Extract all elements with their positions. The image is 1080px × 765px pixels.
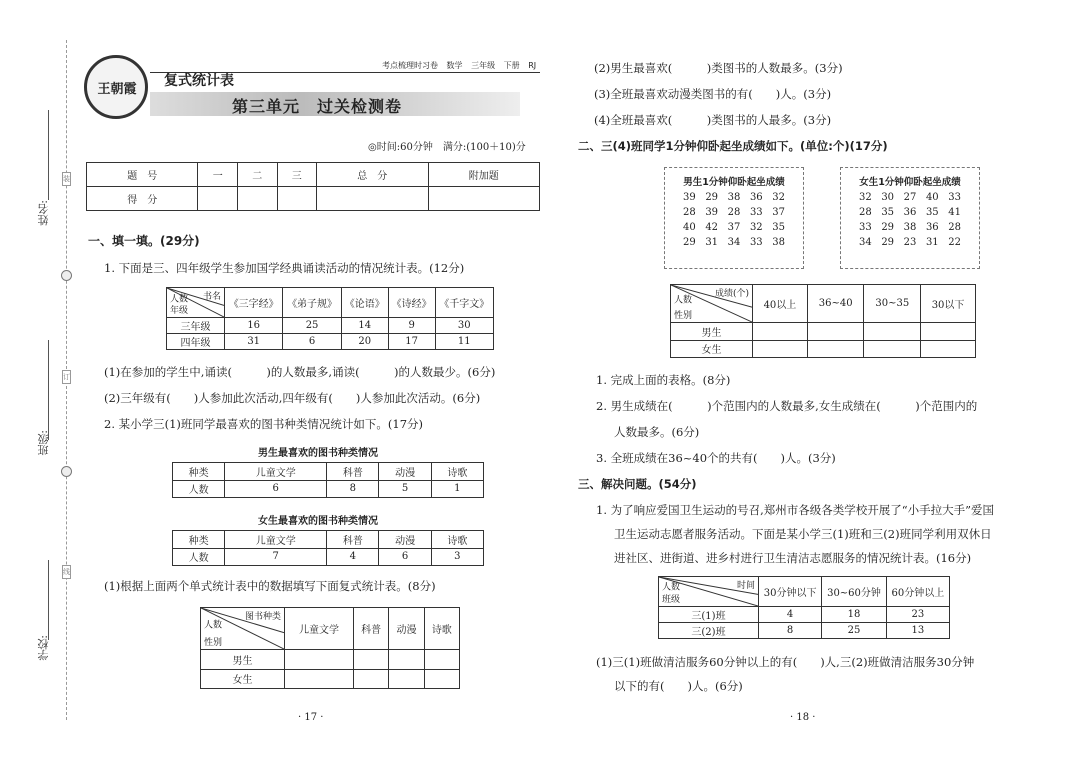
score-head: 三 [277, 163, 317, 187]
score-value: 41 [948, 207, 961, 218]
answer-cell[interactable] [285, 669, 354, 689]
cell: 6 [225, 480, 327, 498]
score-value: 32 [772, 192, 785, 203]
col-head: 儿童文学 [285, 608, 354, 650]
col-head: 30分钟以下 [759, 577, 822, 607]
section-2-heading: 二、三(4)班同学1分钟仰卧起坐成绩如下。(单位:个)(17分) [578, 139, 888, 153]
score-value: 37 [772, 207, 785, 218]
cell: 6 [283, 334, 341, 350]
diag-header [659, 577, 759, 607]
score-value: 34 [859, 237, 872, 248]
score-grid-row [859, 237, 961, 248]
question-1-1: (1)在参加的学生中,诵读( )的人数最多,诵读( )的人数最少。(6分) [104, 365, 496, 379]
problem-1-cont: 进社区、进街道、进乡村进行卫生清洁志愿服务的情况统计表。(16分) [614, 551, 972, 565]
problem-1: 1. 为了响应爱国卫生运动的号召,郑州市各级各类学校开展了“小手拉大手”爱国 [596, 503, 995, 517]
col-head: 30~60分钟 [822, 577, 887, 607]
col-head: 《诗经》 [388, 288, 435, 318]
row-label: 四年级 [167, 334, 225, 350]
cell: 14 [341, 318, 388, 334]
score-value: 28 [727, 207, 741, 218]
name-blank [48, 110, 49, 200]
score-grid-row [859, 222, 961, 233]
score-head: 题 号 [87, 163, 198, 187]
row-label: 三年级 [167, 318, 225, 334]
col-head: 科普 [327, 531, 379, 549]
question-1: 1. 下面是三、四年级学生参加国学经典诵读活动的情况统计表。(12分) [104, 261, 465, 275]
col-head: 《弟子规》 [283, 288, 341, 318]
diag-top: 书名 [202, 292, 221, 302]
section-1-heading: 一、填一填。(29分) [88, 234, 200, 248]
situp-compound-table [670, 284, 976, 358]
row-label: 三(1)班 [659, 607, 759, 623]
score-value: 29 [683, 237, 696, 248]
cell: 18 [822, 607, 887, 623]
diag-mid: 人数 [204, 620, 223, 631]
col-head: 《千字文》 [435, 288, 493, 318]
score-value: 30 [881, 192, 895, 203]
score-grid-row [683, 207, 785, 218]
series-info [382, 60, 536, 71]
question-s2-3: 3. 全班成绩在36~40个的共有( )人。(3分) [596, 451, 836, 465]
cell: 25 [822, 623, 887, 639]
diag-header [201, 608, 285, 650]
subject: 数学 [446, 61, 463, 70]
score-value: 38 [727, 192, 741, 203]
cell: 4 [759, 607, 822, 623]
edition: RJ [528, 61, 537, 70]
school-label: 学校: [37, 635, 50, 661]
score-value: 35 [881, 207, 895, 218]
col-head: 儿童文学 [225, 463, 327, 481]
score-value: 23 [903, 237, 917, 248]
score-value: 39 [705, 207, 719, 218]
score-value: 33 [948, 192, 961, 203]
service-table [658, 576, 950, 639]
logo-badge [84, 55, 148, 119]
question-s2-1: 1. 完成上面的表格。(8分) [596, 373, 731, 387]
answer-cell[interactable] [353, 650, 388, 670]
score-value: 38 [772, 237, 785, 248]
score-value: 33 [859, 222, 872, 233]
score-value: 35 [925, 207, 939, 218]
score-value: 31 [925, 237, 939, 248]
score-value: 28 [859, 207, 872, 218]
score-value: 40 [925, 192, 939, 203]
diag-top: 成绩(个) [714, 289, 749, 299]
score-grid-row [859, 192, 961, 203]
problem-1-1-cont: 以下的有( )人。(6分) [614, 679, 743, 693]
score-head: 总 分 [317, 163, 428, 187]
question-2-3: (3)全班最喜欢动漫类图书的有( )人。(3分) [594, 87, 832, 101]
problem-1-1: (1)三(1)班做清洁服务60分钟以上的有( )人,三(2)班做清洁服务30分钟 [596, 655, 975, 669]
col-head: 36~40 [807, 285, 864, 323]
diag-bottom: 班级 [662, 595, 681, 605]
score-grid-row [683, 222, 785, 233]
col-head: 儿童文学 [225, 531, 327, 549]
col-head: 诗歌 [431, 463, 483, 481]
col-head: 《三字经》 [225, 288, 283, 318]
boys-scores-title: 男生1分钟仰卧起坐成绩 [683, 177, 785, 188]
row-label: 三(2)班 [659, 623, 759, 639]
series-name: 考点梳理时习卷 [382, 61, 438, 70]
score-value: 33 [749, 207, 763, 218]
row-label: 女生 [201, 669, 285, 689]
section-3-heading: 三、解决问题。(54分) [578, 477, 697, 491]
answer-cell[interactable] [424, 669, 459, 689]
cell: 9 [388, 318, 435, 334]
score-value: 42 [705, 222, 719, 233]
girls-scores-title: 女生1分钟仰卧起坐成绩 [859, 177, 961, 188]
col-head: 《论语》 [341, 288, 388, 318]
col-head: 诗歌 [424, 608, 459, 650]
score-value: 31 [705, 237, 719, 248]
score-cell[interactable] [317, 187, 428, 211]
cell: 16 [225, 318, 283, 334]
score-value: 33 [749, 237, 763, 248]
volume: 下册 [503, 61, 520, 70]
cell: 25 [283, 318, 341, 334]
diag-mid: 人数 [662, 582, 681, 593]
problem-1-cont: 卫生运动志愿者服务活动。下面是某小学三(1)班和三(2)班同学利用双休日 [614, 527, 992, 541]
col-head: 动漫 [379, 531, 431, 549]
answer-cell[interactable] [921, 323, 976, 341]
diag-bottom: 年级 [170, 306, 189, 316]
answer-cell[interactable] [389, 669, 424, 689]
answer-cell[interactable] [353, 669, 388, 689]
book-compound-table [200, 607, 460, 689]
score-value: 29 [881, 237, 895, 248]
binding-hole-icon [61, 466, 72, 477]
cell: 8 [759, 623, 822, 639]
score-value: 34 [727, 237, 741, 248]
cut-mark: 线 [62, 565, 71, 579]
diag-bottom: 性别 [674, 311, 693, 321]
grade: 三年级 [471, 61, 496, 70]
page-number-left: · 17 · [298, 712, 324, 723]
class-blank [48, 340, 49, 440]
binding-hole-icon [61, 270, 72, 281]
score-value: 38 [903, 222, 917, 233]
row-label: 女生 [671, 340, 753, 358]
school-blank [48, 560, 49, 640]
cell: 1 [431, 480, 483, 498]
boys-scores-box [664, 167, 804, 269]
col-head: 种类 [173, 531, 225, 549]
score-value: 37 [727, 222, 741, 233]
page-title: 第三单元 过关检测卷 [232, 97, 403, 116]
time-info: ◎时间:60分钟 满分:(100＋10)分 [368, 142, 526, 153]
answer-cell[interactable] [921, 340, 976, 358]
col-head: 30~35 [864, 285, 921, 323]
score-grid-row [683, 237, 785, 248]
score-value: 28 [683, 207, 696, 218]
diag-bottom: 性别 [204, 638, 223, 648]
girls-scores-box [840, 167, 980, 269]
score-head: 附加题 [428, 163, 539, 187]
answer-cell[interactable] [285, 650, 354, 670]
answer-cell[interactable] [753, 323, 808, 341]
answer-cell[interactable] [864, 340, 921, 358]
question-2: 2. 某小学三(1)班同学最喜欢的图书种类情况统计如下。(17分) [104, 417, 424, 431]
boys-book-table [172, 462, 484, 498]
cut-mark: 装 [62, 172, 71, 186]
score-cell[interactable] [428, 187, 539, 211]
answer-cell[interactable] [807, 340, 864, 358]
col-head: 60分钟以上 [886, 577, 949, 607]
boys-scores-grid [675, 192, 793, 248]
col-head: 种类 [173, 463, 225, 481]
score-value: 22 [948, 237, 961, 248]
cell: 20 [341, 334, 388, 350]
diag-top: 图书种类 [244, 612, 281, 622]
diag-mid: 人数 [674, 295, 693, 306]
cell: 4 [327, 548, 379, 566]
cut-mark: 订 [62, 370, 71, 384]
diag-mid: 人数 [170, 294, 189, 305]
girls-book-table [172, 530, 484, 566]
page-number-right: · 18 · [790, 712, 816, 723]
score-value: 36 [925, 222, 939, 233]
girls-book-title: 女生最喜欢的图书种类情况 [258, 516, 378, 527]
cell: 5 [379, 480, 431, 498]
score-cell[interactable] [277, 187, 317, 211]
score-value: 29 [705, 192, 719, 203]
cell: 13 [886, 623, 949, 639]
score-cell[interactable] [198, 187, 238, 211]
question-2-2: (2)男生最喜欢( )类图书的人数最多。(3分) [594, 61, 843, 75]
score-value: 32 [859, 192, 872, 203]
score-value: 39 [683, 192, 696, 203]
cell: 6 [379, 548, 431, 566]
cell: 3 [431, 548, 483, 566]
cell: 8 [327, 480, 379, 498]
score-table [86, 162, 540, 211]
class-label: 班级: [37, 430, 50, 456]
cell: 11 [435, 334, 493, 350]
score-grid-row [859, 207, 961, 218]
score-value: 28 [948, 222, 961, 233]
row-label: 男生 [201, 650, 285, 670]
col-head: 40以上 [753, 285, 808, 323]
question-s2-2-cont: 人数最多。(6分) [614, 425, 700, 439]
diag-header [167, 288, 225, 318]
col-head: 诗歌 [431, 531, 483, 549]
score-value: 35 [772, 222, 785, 233]
score-head: 一 [198, 163, 238, 187]
col-head: 科普 [353, 608, 388, 650]
cell: 31 [225, 334, 283, 350]
cell: 17 [388, 334, 435, 350]
col-head: 科普 [327, 463, 379, 481]
diag-header [671, 285, 753, 323]
answer-cell[interactable] [424, 650, 459, 670]
score-value: 36 [903, 207, 917, 218]
logo-text: 王朝霞 [97, 82, 137, 97]
col-head: 动漫 [379, 463, 431, 481]
row-label: 男生 [671, 323, 753, 341]
score-value: 36 [749, 192, 763, 203]
girls-scores-grid [851, 192, 969, 248]
answer-cell[interactable] [389, 650, 424, 670]
col-head: 动漫 [389, 608, 424, 650]
question-s2-2: 2. 男生成绩在( )个范围内的人数最多,女生成绩在( )个范围内的 [596, 399, 978, 413]
cell: 30 [435, 318, 493, 334]
cell: 7 [225, 548, 327, 566]
diag-top: 时间 [736, 581, 755, 591]
score-value: 27 [903, 192, 917, 203]
score-row-label: 得 分 [87, 187, 198, 211]
score-head: 二 [237, 163, 277, 187]
score-value: 32 [749, 222, 763, 233]
cell: 人数 [173, 480, 225, 498]
topic: 复式统计表 [164, 73, 234, 89]
cell: 人数 [173, 548, 225, 566]
score-cell[interactable] [237, 187, 277, 211]
reading-table [166, 287, 494, 350]
answer-cell[interactable] [864, 323, 921, 341]
question-2-4: (4)全班最喜欢( )类图书的人最多。(3分) [594, 113, 832, 127]
answer-cell[interactable] [807, 323, 864, 341]
question-2-1: (1)根据上面两个单式统计表中的数据填写下面复式统计表。(8分) [104, 579, 436, 593]
score-grid-row [683, 192, 785, 203]
col-head: 30以下 [921, 285, 976, 323]
question-1-2: (2)三年级有( )人参加此次活动,四年级有( )人参加此次活动。(6分) [104, 391, 481, 405]
answer-cell[interactable] [753, 340, 808, 358]
name-label: 姓名: [37, 200, 50, 226]
cell: 23 [886, 607, 949, 623]
score-value: 29 [881, 222, 895, 233]
score-value: 40 [683, 222, 696, 233]
boys-book-title: 男生最喜欢的图书种类情况 [258, 448, 378, 459]
